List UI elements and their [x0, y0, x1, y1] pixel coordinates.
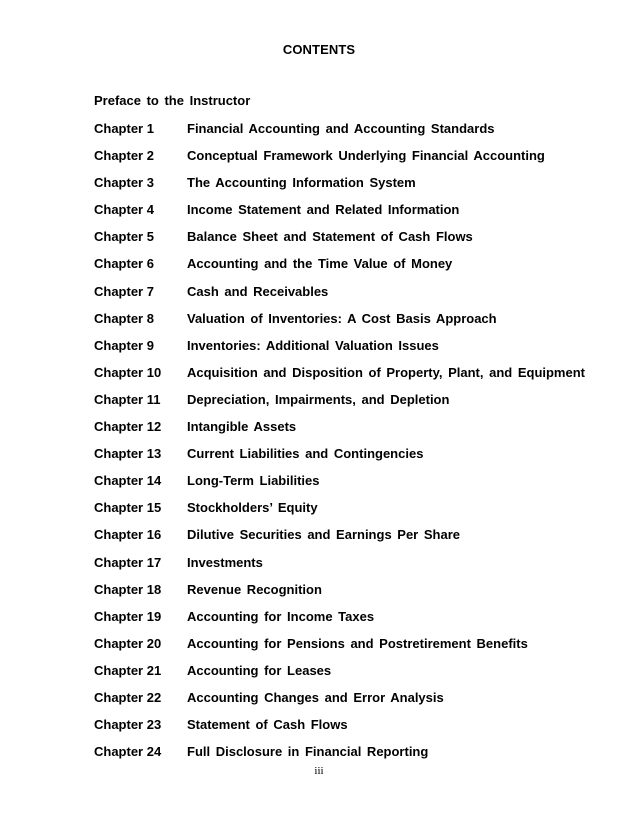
chapter-number: Chapter 22	[94, 689, 162, 705]
table-of-contents	[94, 121, 614, 771]
toc-row	[94, 446, 614, 473]
toc-row	[94, 527, 614, 554]
chapter-number: Chapter 19	[94, 608, 162, 624]
chapter-number: Chapter 24	[94, 744, 162, 760]
chapter-number: Chapter 9	[94, 337, 154, 353]
toc-row	[94, 148, 614, 175]
toc-row	[94, 663, 614, 690]
chapter-title: Acquisition and Disposition of Property, Plant, and Equipment	[187, 364, 585, 380]
chapter-number: Chapter 21	[94, 662, 162, 678]
chapter-number: Chapter 11	[94, 391, 161, 407]
chapter-title: Accounting for Pensions and Postretirement Benefits	[187, 635, 528, 651]
chapter-title: Conceptual Framework Underlying Financial Accounting	[187, 148, 545, 164]
toc-row	[94, 636, 614, 663]
chapter-title: Long-Term Liabilities	[187, 473, 320, 489]
chapter-title: Dilutive Securities and Earnings Per Share	[187, 527, 460, 543]
chapter-title: Intangible Assets	[187, 419, 297, 435]
chapter-title: Accounting for Income Taxes	[187, 608, 375, 624]
preface-entry: Preface to the Instructor	[94, 93, 251, 108]
toc-row	[94, 311, 614, 338]
toc-row	[94, 121, 614, 148]
chapter-number: Chapter 17	[94, 554, 162, 570]
toc-row	[94, 175, 614, 202]
chapter-number: Chapter 20	[94, 635, 162, 651]
chapter-title: Financial Accounting and Accounting Standards	[187, 121, 495, 136]
chapter-title: Accounting and the Time Value of Money	[187, 256, 453, 272]
chapter-title: Accounting Changes and Error Analysis	[187, 689, 444, 705]
toc-row	[94, 555, 614, 582]
toc-row	[94, 690, 614, 717]
page-number: iii	[314, 765, 324, 777]
chapter-number: Chapter 14	[94, 473, 162, 489]
toc-row	[94, 500, 614, 527]
toc-row	[94, 473, 614, 500]
chapter-number: Chapter 4	[94, 202, 154, 218]
chapter-number: Chapter 10	[94, 364, 162, 380]
toc-row	[94, 365, 614, 392]
chapter-title: Stockholders’ Equity	[187, 500, 318, 516]
chapter-title: Cash and Receivables	[187, 283, 329, 299]
chapter-number: Chapter 1	[94, 121, 154, 136]
chapter-number: Chapter 7	[94, 283, 154, 299]
page-title: CONTENTS	[282, 42, 356, 57]
toc-row	[94, 256, 614, 283]
chapter-number: Chapter 16	[94, 527, 162, 543]
chapter-title: Statement of Cash Flows	[187, 717, 348, 733]
toc-row	[94, 284, 614, 311]
toc-row	[94, 609, 614, 636]
chapter-title: The Accounting Information System	[187, 175, 416, 191]
chapter-number: Chapter 18	[94, 581, 162, 597]
chapter-number: Chapter 2	[94, 148, 154, 164]
chapter-title: Investments	[187, 554, 263, 570]
chapter-title: Current Liabilities and Contingencies	[187, 446, 424, 462]
chapter-title: Valuation of Inventories: A Cost Basis Approach	[187, 310, 497, 326]
chapter-title: Accounting for Leases	[187, 662, 332, 678]
chapter-title: Inventories: Additional Valuation Issues	[187, 337, 439, 353]
chapter-number: Chapter 6	[94, 256, 154, 272]
toc-row	[94, 392, 614, 419]
toc-row	[94, 202, 614, 229]
toc-row	[94, 338, 614, 365]
chapter-title: Full Disclosure in Financial Reporting	[187, 744, 429, 760]
chapter-number: Chapter 23	[94, 717, 162, 733]
chapter-number: Chapter 15	[94, 500, 162, 516]
chapter-title: Income Statement and Related Information	[187, 202, 460, 218]
chapter-number: Chapter 12	[94, 419, 162, 435]
toc-row	[94, 419, 614, 446]
toc-row	[94, 582, 614, 609]
toc-row	[94, 229, 614, 256]
chapter-number: Chapter 3	[94, 175, 154, 191]
chapter-number: Chapter 8	[94, 310, 154, 326]
chapter-title: Depreciation, Impairments, and Depletion	[187, 391, 450, 407]
chapter-title: Revenue Recognition	[187, 581, 322, 597]
chapter-title: Balance Sheet and Statement of Cash Flows	[187, 229, 473, 245]
chapter-number: Chapter 13	[94, 446, 162, 462]
chapter-number: Chapter 5	[94, 229, 154, 245]
toc-row	[94, 717, 614, 744]
